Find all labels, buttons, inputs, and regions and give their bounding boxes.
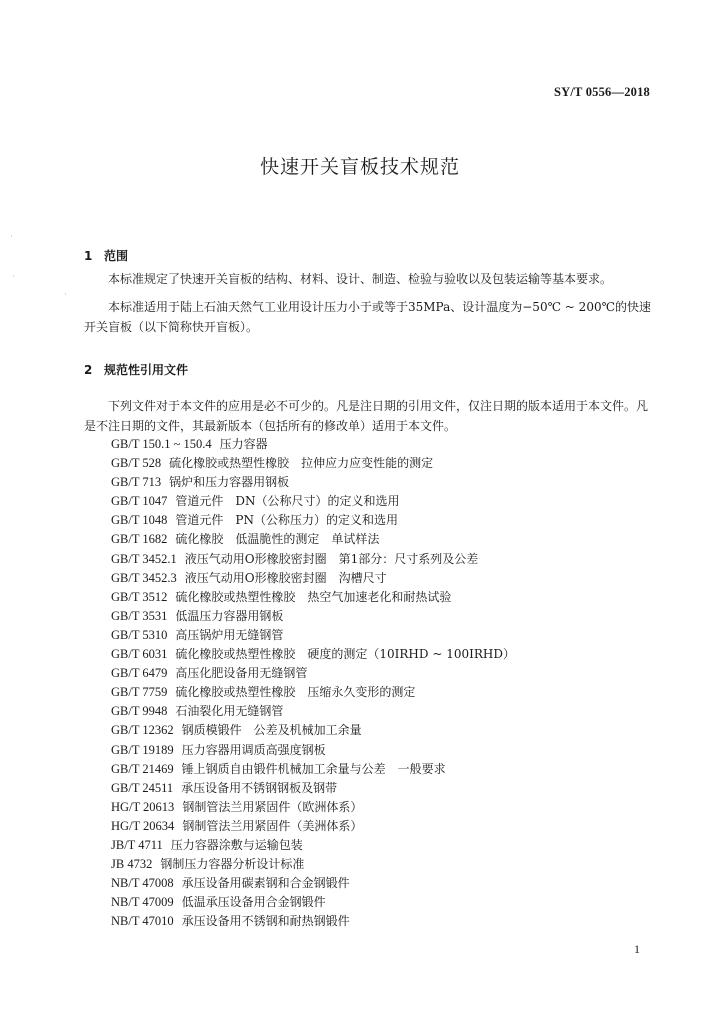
section-title: 范围	[104, 249, 129, 263]
reference-code: GB/T 1047	[111, 494, 168, 509]
reference-code: GB/T 1048	[111, 513, 168, 528]
reference-title: 高压锅炉用无缝钢管	[175, 627, 284, 642]
reference-title: 低温承压设备用合金钢锻件	[181, 895, 326, 910]
reference-item	[111, 912, 515, 931]
reference-code: GB/T 7759	[111, 685, 168, 700]
reference-code: GB/T 21469	[111, 761, 174, 776]
reference-code: JB/T 4711	[111, 837, 163, 852]
scan-mark: ·	[10, 232, 13, 242]
section-1-paragraph: 本标准规定了快速开关盲板的结构、材料、设计、制造、检验与验收以及包装运输等基本要求。	[108, 272, 613, 286]
reference-title: 液压气动用O形橡胶密封圈 沟槽尺寸	[184, 570, 387, 585]
reference-code: GB/T 528	[111, 456, 162, 471]
reference-item	[111, 817, 515, 836]
reference-title: 钢质模锻件 公差及机械加工余量	[181, 723, 362, 738]
reference-item	[111, 473, 515, 492]
section-number: 1	[84, 249, 93, 263]
section-1-paragraph: 本标准适用于陆上石油天然气工业用设计压力小于或等于35MPa、设计温度为−50℃ ~ 200℃的快速开关盲板（以下简称快开盲板）。	[84, 300, 652, 334]
reference-code: GB/T 5310	[111, 627, 168, 642]
reference-code: GB/T 6031	[111, 647, 168, 662]
reference-item	[111, 683, 515, 702]
reference-code: GB/T 150.1 ~ 150.4	[111, 437, 212, 451]
reference-item	[111, 511, 515, 530]
reference-code: HG/T 20634	[111, 818, 175, 833]
reference-title: 硫化橡胶或热塑性橡胶 压缩永久变形的测定	[175, 685, 416, 700]
reference-code: NB/T 47009	[111, 895, 174, 910]
reference-code: GB/T 1682	[111, 532, 168, 547]
reference-title: 锤上钢质自由锻件机械加工余量与公差 一般要求	[181, 761, 446, 776]
reference-title: 管道元件 PN（公称压力）的定义和选用	[175, 513, 398, 528]
reference-title: 石油裂化用无缝钢管	[175, 704, 284, 719]
section-title: 规范性引用文件	[104, 363, 189, 377]
reference-item	[111, 588, 515, 607]
reference-title: 管道元件 DN（公称尺寸）的定义和选用	[175, 494, 400, 509]
reference-code: GB/T 3531	[111, 608, 168, 623]
reference-title: 锅炉和压力容器用钢板	[169, 475, 290, 490]
reference-item	[111, 874, 515, 893]
reference-item	[111, 530, 515, 549]
reference-code: NB/T 47010	[111, 914, 174, 929]
reference-item	[111, 855, 515, 874]
reference-title: 钢制管法兰用紧固件（欧洲体系）	[182, 799, 363, 814]
reference-title: 液压气动用O形橡胶密封圈 第1部分：尺寸系列及公差	[184, 551, 479, 566]
reference-item	[111, 454, 515, 473]
reference-code: GB/T 3512	[111, 589, 168, 604]
reference-title: 硫化橡胶或热塑性橡胶 热空气加速老化和耐热试验	[175, 589, 452, 604]
reference-title: 承压设备用不锈钢和耐热钢锻件	[181, 914, 350, 929]
reference-title: 钢制压力容器分析设计标准	[160, 857, 305, 872]
reference-item	[111, 569, 515, 588]
reference-item	[111, 664, 515, 683]
reference-list	[111, 435, 515, 931]
reference-code: GB/T 3452.3	[111, 570, 177, 585]
reference-title: 硫化橡胶 低温脆性的测定 单试样法	[175, 532, 380, 547]
reference-code: GB/T 12362	[111, 723, 174, 738]
scan-mark: ·	[64, 290, 67, 300]
standard-code: SY/T 0556—2018	[554, 85, 650, 99]
reference-title: 低温压力容器用钢板	[175, 608, 284, 623]
reference-item	[111, 645, 515, 664]
reference-item	[111, 836, 515, 855]
reference-code: GB/T 24511	[111, 780, 174, 795]
reference-code: HG/T 20613	[111, 799, 175, 814]
reference-title: 承压设备用不锈钢钢板及钢带	[181, 780, 338, 795]
reference-code: GB/T 3452.1	[111, 551, 177, 566]
reference-item	[111, 741, 515, 760]
reference-title: 压力容器涂敷与运输包装	[170, 837, 303, 852]
reference-code: GB/T 9948	[111, 704, 168, 719]
reference-title: 高压化肥设备用无缝钢管	[175, 666, 308, 681]
reference-item	[111, 760, 515, 779]
reference-item	[111, 492, 515, 511]
reference-title: 承压设备用碳素钢和合金钢锻件	[181, 876, 350, 891]
reference-code: NB/T 47008	[111, 876, 174, 891]
reference-title: 压力容器	[219, 437, 268, 451]
reference-item	[111, 893, 515, 912]
reference-item	[111, 798, 515, 817]
reference-item	[111, 779, 515, 798]
document-title: 快速开关盲板技术规范	[259, 156, 460, 178]
reference-item	[111, 435, 515, 454]
reference-code: GB/T 19189	[111, 742, 174, 757]
reference-title: 压力容器用调质高强度钢板	[181, 742, 326, 757]
section-number: 2	[84, 363, 93, 377]
reference-item	[111, 607, 515, 626]
reference-code: GB/T 6479	[111, 666, 168, 681]
scan-mark: ·	[12, 272, 15, 282]
reference-item	[111, 721, 515, 740]
reference-code: JB 4732	[111, 857, 153, 872]
reference-item	[111, 550, 515, 569]
page-number: 1	[634, 942, 640, 956]
reference-title: 硫化橡胶或热塑性橡胶 拉伸应力应变性能的测定	[169, 456, 434, 471]
reference-title: 钢制管法兰用紧固件（美洲体系）	[182, 818, 363, 833]
section-1-heading	[84, 247, 128, 264]
reference-item	[111, 702, 515, 721]
reference-code: GB/T 713	[111, 475, 162, 490]
section-2-heading	[84, 361, 188, 378]
section-2-paragraph: 下列文件对于本文件的应用是必不可少的。凡是注日期的引用文件，仅注日期的版本适用于本文件。凡是不注日期的文件，其最新版本（包括所有的修改单）适用于本文件。	[84, 399, 649, 433]
reference-title: 硫化橡胶或热塑性橡胶 硬度的测定（10IRHD ~ 100IRHD）	[175, 647, 515, 662]
reference-item	[111, 626, 515, 645]
